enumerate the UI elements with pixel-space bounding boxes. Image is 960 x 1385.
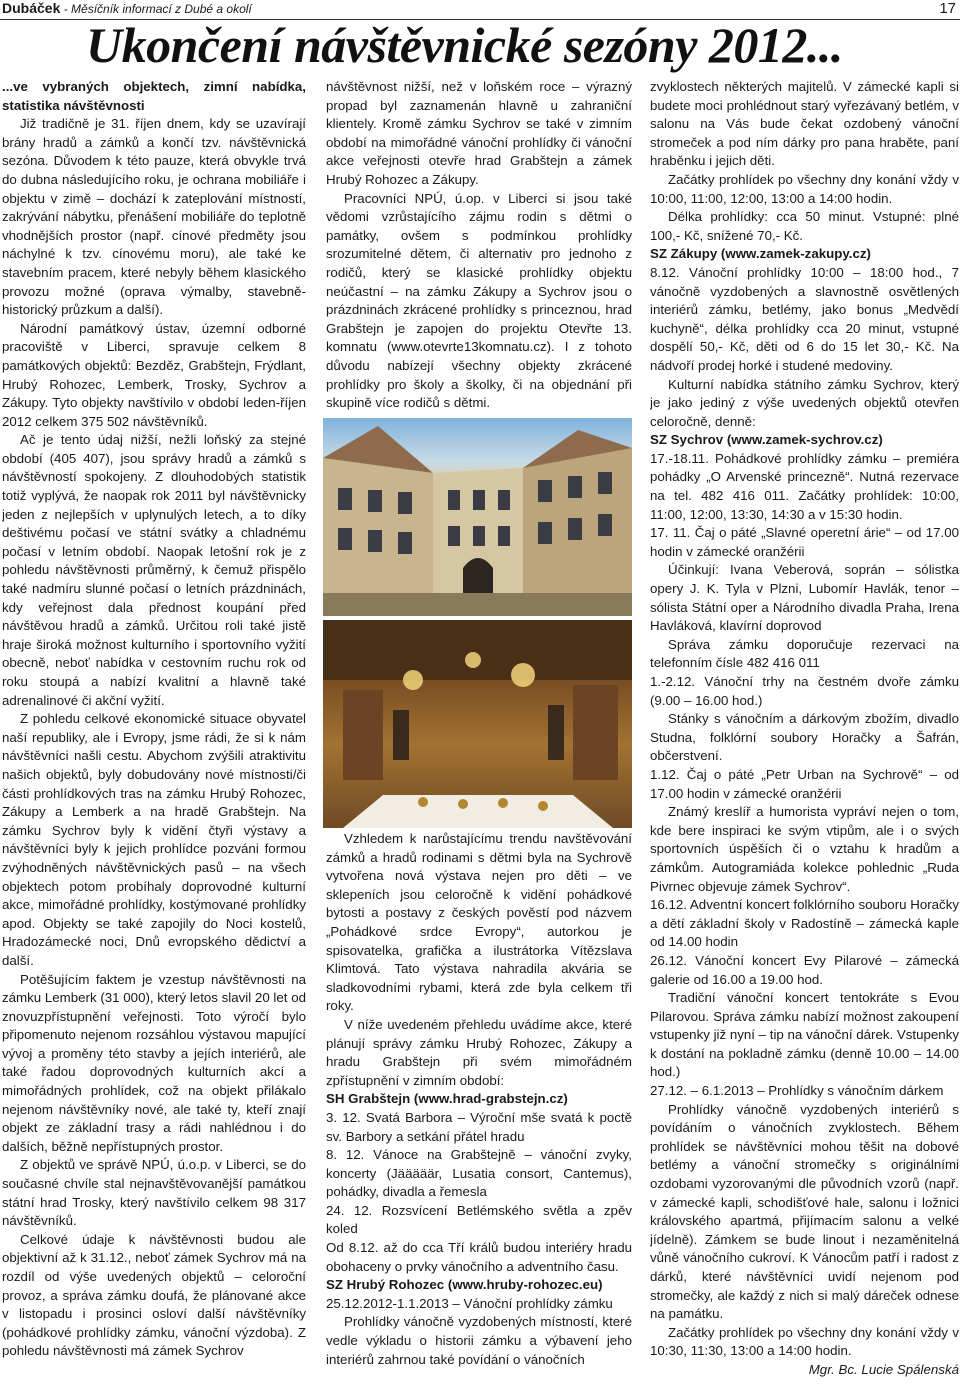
paragraph: Z objektů ve správě NPÚ, ú.o.p. v Liberci, se do současné chvíle stal nejnavštěvovanější památkou státní hrad Trosky, který navštívilo celkem 98 317 návštěvníků. bbox=[2, 1157, 306, 1229]
paragraph: Již tradičně je 31. říjen dnem, kdy se uzavírají brány hradů a zámků a končí tzv. návštěvnická sezóna. Důvodem k této pauze, která obvykle trvá do dubna následujícího roku, je ochrana mobiliáře i objektu v zimě – dochází k zateplování místností, zakrývání nábytku, přenášení mobiliáře do teplotně vhodnějších prostor (např. cínové předměty jsou náchylné k tzv. cínovému moru), ale také ke stavebním pracem, které nebyly během klasického provozu možné (oprava výmalby, stavebně-historický průzkum a další). bbox=[2, 116, 306, 318]
paragraph: 24. 12. Rozsvícení Betlémského světla a zpěv koled bbox=[326, 1202, 632, 1237]
paragraph: SZ Sychrov (www.zamek-sychrov.cz) bbox=[650, 432, 883, 448]
paragraph: Stánky s vánočním a dárkovým zbožím, divadlo Studna, folklórní soubory Horačky a Šafrán, občerstvení. bbox=[650, 711, 959, 764]
publication-subtitle: - Měsíčník informací z Dubé a okolí bbox=[60, 2, 252, 16]
paragraph: Účinkují: Ivana Veberová, soprán – sólistka opery J. K. Tyla v Plzni, Lubomír Havlák, tenor – sólista Státní oper a Národního divadla Praha, Irena Havláková, klavírní doprovod bbox=[650, 562, 959, 634]
paragraph: SH Grabštejn (www.hrad-grabstejn.cz) bbox=[326, 1091, 568, 1107]
paragraph: V níže uvedeném přehledu uvádíme akce, které plánují správy zámku Hrubý Rohozec, Zákupy a hradu Grabštejn při svém mimořádném zpřístupnění v zimním období: bbox=[326, 1016, 632, 1088]
paragraph: Potěšujícím faktem je vzestup návštěvnosti na zámku Lemberk (31 000), který letos slavil 20 let od znovuzpřístupnění veřejnosti. Toto výročí bylo připomenuto nejenom rozsáhlou výstavou mapující vývoj a proměny této stavby a jejích interiérů, ale také řadou doprovodných kulturních akcí a mimořádných prohlídek, což na objekt přilákalo nejenom návštěvníky nové, ale také ty, kteří znají objekt ze základní trasy a rádi nahlédnou i do dalších, běžně nepřístupných prostor. bbox=[2, 971, 306, 1154]
article-column-1 bbox=[2, 78, 306, 1382]
paragraph: 3. 12. Svatá Barbora – Výroční mše svatá k poctě sv. Barbory a setkání přátel hradu bbox=[326, 1109, 632, 1144]
paragraph: 1.12. Čaj o páté „Petr Urban na Sychrově“ – od 17.00 hodin v zámecké oranžérii bbox=[650, 766, 959, 801]
paragraph: Z pohledu celkové ekonomické situace obyvatel naší republiky, ale i Evropy, jsme rádi, že si k nám návštěvníci našli cestu. Abychom zvýšili atraktivitu našich objektů, byly dobudovány nové místnosti/či části prohlídkových tras na zámku Hrubý Rohozec, Zákupy a Lemberk a na hradě Grabštejn. Na zámku Sychrov byly k vidění čtyři výstavy a návštěvníci byly k jejich prohlídce pozváni formou zvýhodněných návštěvnických pasů – na všech objektech potom probíhaly doprovodné kulturní akce, mimořádné prohlídky, kostýmované prohlídky apod. Objekty se také zapojily do Noci kostelů, Hradozámecké noci, Dnů evropského dědictví a další. bbox=[2, 711, 306, 968]
paragraph: Známý kreslíř a humorista vypráví nejen o tom, kde bere inspiraci ke svým vtipům, ale i o svých sportovních úspěších či o vztahu k hradům a zámkům. Autogramiáda kolekce pohlednic „Ruda Pivrnec objevuje zámek Sychrov“. bbox=[650, 804, 959, 894]
paragraph: Ač je tento údaj nižší, nežli loňský za stejné období (405 407), jsou správy hradů a zámků s návštěvností spokojeny. Z dlouhodobých statistik totiž vyplývá, že naopak rok 2011 byl návštěvnicky jeden z nejlepších v uplynulých letech, a to díky deštivému počasí ve státní svátky a chladnému počasí v letním období. Naopak letošní rok je z pohledu návštěvnosti průměrný, k čemuž přispělo také nadmíru slunné počasí o letních prázdninách, kdy veřejnost dala přednost koupání před návštěvou hradů a zámků. Určitou roli také jistě hraje široká možnost kulturního i sportovního vyžití obecně, neboť nabídka v cestovním ruchu rok od roku stoupá a nabízí kvalitní a hlavně také adrenalinové či akční vyžití. bbox=[2, 432, 306, 708]
paragraph: Správa zámku doporučuje rezervaci na telefonním čísle 482 416 011 bbox=[650, 636, 959, 671]
castle-hall-photo bbox=[323, 620, 632, 828]
article-column-2 bbox=[326, 78, 632, 418]
paragraph: Prohlídky vánočně vyzdobených místností, které vedle výkladu o historii zámku a výbavení jeho interiérů zahrnou také povídání o vánočních bbox=[326, 1314, 632, 1367]
paragraph: SZ Zákupy (www.zamek-zakupy.cz) bbox=[650, 246, 871, 262]
paragraph: návštěvnost nižší, než v loňském roce – výrazný propad byl zaznamenán hlavně u zahraniční klientely. Kromě zámku Sychrov se také v zimním období na mimořádné vánoční prohlídky či vánoční akce veřejnosti otevře hrad Grabštejn a zámek Hrubý Rohozec a Zákupy. bbox=[326, 79, 632, 187]
paragraph: Kulturní nabídka státního zámku Sychrov, který je jako jediný z výše uvedených objektů otevřen celoročně, denně: bbox=[650, 376, 959, 429]
paragraph: Pracovníci NPÚ, ú.op. v Liberci si jsou také vědomi vzrůstajícího zájmu rodin s dětmi o památky, ovšem s podmínkou prohlídky srozumitelné dětem, či alternativ pro jednoho z rodičů, který se klasické prohlídky objektu neúčastní – na zámku Zákupy a Sychrov jsou o prázdninách zkrácené prohlídky s princeznou, hrad Grabštejn je zapojen do projektu Otevřte 13. komnatu (www.otevrte13komnatu.cz). I z tohoto důvodu nabízejí všechny objekty zkrácené prohlídky pro školy a školky, či na objednání při skupině více rodičů s dětmi. bbox=[326, 190, 632, 411]
paragraph: zvyklostech některých majitelů. V zámecké kapli si budete moci prohlédnout starý vyřezávaný betlém, v salonu na Vás bude čekat ozdobený vánoční stromeček a pod ním dárky pro pana hraběte, paní hraběnku i jejich děti. bbox=[650, 79, 959, 169]
paragraph: 8.12. Vánoční prohlídky 10:00 – 18:00 hod., 7 vánočně vyzdobených a slavnostně osvětlených interiérů zámku, betlémy, jako bonus „Medvědí kuchyně“, délka prohlídky cca 20 minut, vstupné dospělí 50,- Kč, děti od 6 do 15 let 30,- Kč. Na nádvoří prodej horké i studené medoviny. bbox=[650, 264, 959, 373]
paragraph: 25.12.2012-1.1.2013 – Vánoční prohlídky zámku bbox=[326, 1295, 613, 1311]
paragraph: ...ve vybraných objektech, zimní nabídka, statistika návštěvnosti bbox=[2, 79, 306, 113]
paragraph: Začátky prohlídek po všechny dny konání vždy v 10:30, 11:30, 13:00 a 14:00 hodin. bbox=[650, 1324, 959, 1359]
castle-courtyard-photo bbox=[323, 418, 632, 616]
paragraph: Tradiční vánoční koncert tentokráte s Evou Pilarovou. Správa zámku nabízí možnost zakoupení vstupenky již nyní – tip na vánoční dárek. Vstupenky k dostání na pokladně zámku (denně 10.00 – 14.00 hod.) bbox=[650, 990, 959, 1080]
paragraph: Celkové údaje k návštěvnosti budou ale objektivní až k 31.12., neboť zámek Sychrov má na rozdíl od výše uvedených objektů – celoroční provoz, a správa zámku doufá, že plánované akce v listopadu i prosinci osloví další návštěvníky (pohádkové prohlídky zámku, vánoční výzdoba). Z pohledu návštěvnosti má zámek Sychrov bbox=[2, 1231, 306, 1359]
castle-courtyard-illustration bbox=[323, 418, 632, 616]
paragraph: 17.-18.11. Pohádkové prohlídky zámku – premiéra pohádky „O Arvenské princezně“. Nutná rezervace na tel. 482 416 011. Začátky prohlídek: 10:00, 11:00, 12:00, 13:30, 14:30 a v 15:30 hodin. bbox=[650, 450, 959, 522]
article-column-4 bbox=[650, 78, 959, 1382]
castle-hall-illustration bbox=[323, 620, 632, 828]
paragraph: Mgr. Bc. Lucie Spálenská bbox=[808, 1361, 959, 1377]
paragraph: Začátky prohlídek po všechny dny konání vždy v 10:00, 11:00, 12:00, 13:00 a 14:00 hodin. bbox=[650, 171, 959, 206]
paragraph: 1.-2.12. Vánoční trhy na čestném dvoře zámku (9.00 – 16.00 hod.) bbox=[650, 674, 959, 708]
paragraph: 26.12. Vánoční koncert Evy Pilarové – zámecká galerie od 16.00 a 19.00 hod. bbox=[650, 952, 959, 987]
paragraph: 27.12. – 6.1.2013 – Prohlídky s vánočním dárkem bbox=[650, 1083, 944, 1099]
paragraph: Národní památkový ústav, územní odborné pracoviště v Liberci, spravuje celkem 8 památkových objektů: Bezděz, Grabštejn, Frýdlant, Hrubý Rohozec, Lemberk, Trosky, Sychrov a Zákupy. Tyto objekty navštívilo v období leden-říjen 2012 celkem 375 502 návštěvníků. bbox=[2, 320, 306, 429]
paragraph: Od 8.12. až do cca Tří králů budou interiéry hradu obohaceny o prvky vánočního a adventního času. bbox=[326, 1240, 632, 1274]
publication-title: Dubáček bbox=[2, 0, 61, 16]
paragraph: SZ Hrubý Rohozec (www.hruby-rohozec.eu) bbox=[326, 1277, 603, 1293]
paragraph: 16.12. Adventní koncert folklórního souboru Horačky a dětí základní školy v Radostíně – zámecká kaple od 14.00 hodin bbox=[650, 897, 959, 950]
paragraph: Prohlídky vánočně vyzdobených interiérů s povídáním o vánočních zvyklostech. Během prohlídek se návštěvníci mohou těšit na dobové betlémy a vánoční stromečky s originálními ozdobami vyzorovanými dle původních vzorů (např. v zámecké kapli, schodišťové hale, salonu i ložnici královského apartmá, přijímacím salonu a velké jídelně). Zámkem se bude linout i nezaměnitelná vůně vánočního cukroví. K Vánocům patří i radost z dárků, které návštěvníci uvidí nejenom pod stromečky, ale každý z nich si malý dáreček odnese na památku. bbox=[650, 1101, 959, 1322]
article-title: Ukončení návštěvnické sezóny 2012... bbox=[86, 17, 843, 73]
page-number: 17 bbox=[939, 0, 956, 17]
article-column-3 bbox=[326, 830, 632, 1382]
paragraph: Délka prohlídky: cca 50 minut. Vstupné: plné 100,- Kč, snížené 70,- Kč. bbox=[650, 209, 959, 243]
paragraph: Vzhledem k narůstajícímu trendu navštěvování zámků a hradů rodinami s dětmi byla na Sychrově vytvořena nová výstava nejen pro děti – ve sklepeních jsou celoročně k vidění pohádkové bytosti a postavy z českých pověstí pod názvem „Pohádkové srdce Evropy“, autorkou je spisovatelka, grafička a ilustrátorka Vítězslava Klimtová. Tato výstava nahradila akvária se sladkovodními rybami, která zde byla celkem tři roky. bbox=[326, 831, 632, 1014]
paragraph: 8. 12. Vánoce na Grabštejně – vánoční zvyky, koncerty (Jääääär, Lusatia consort, Cantemus), pohádky, divadla a řemesla bbox=[326, 1147, 632, 1200]
paragraph: 17. 11. Čaj o páté „Slavné operetní árie“ – od 17.00 hodin v zámecké oranžérii bbox=[650, 525, 959, 559]
